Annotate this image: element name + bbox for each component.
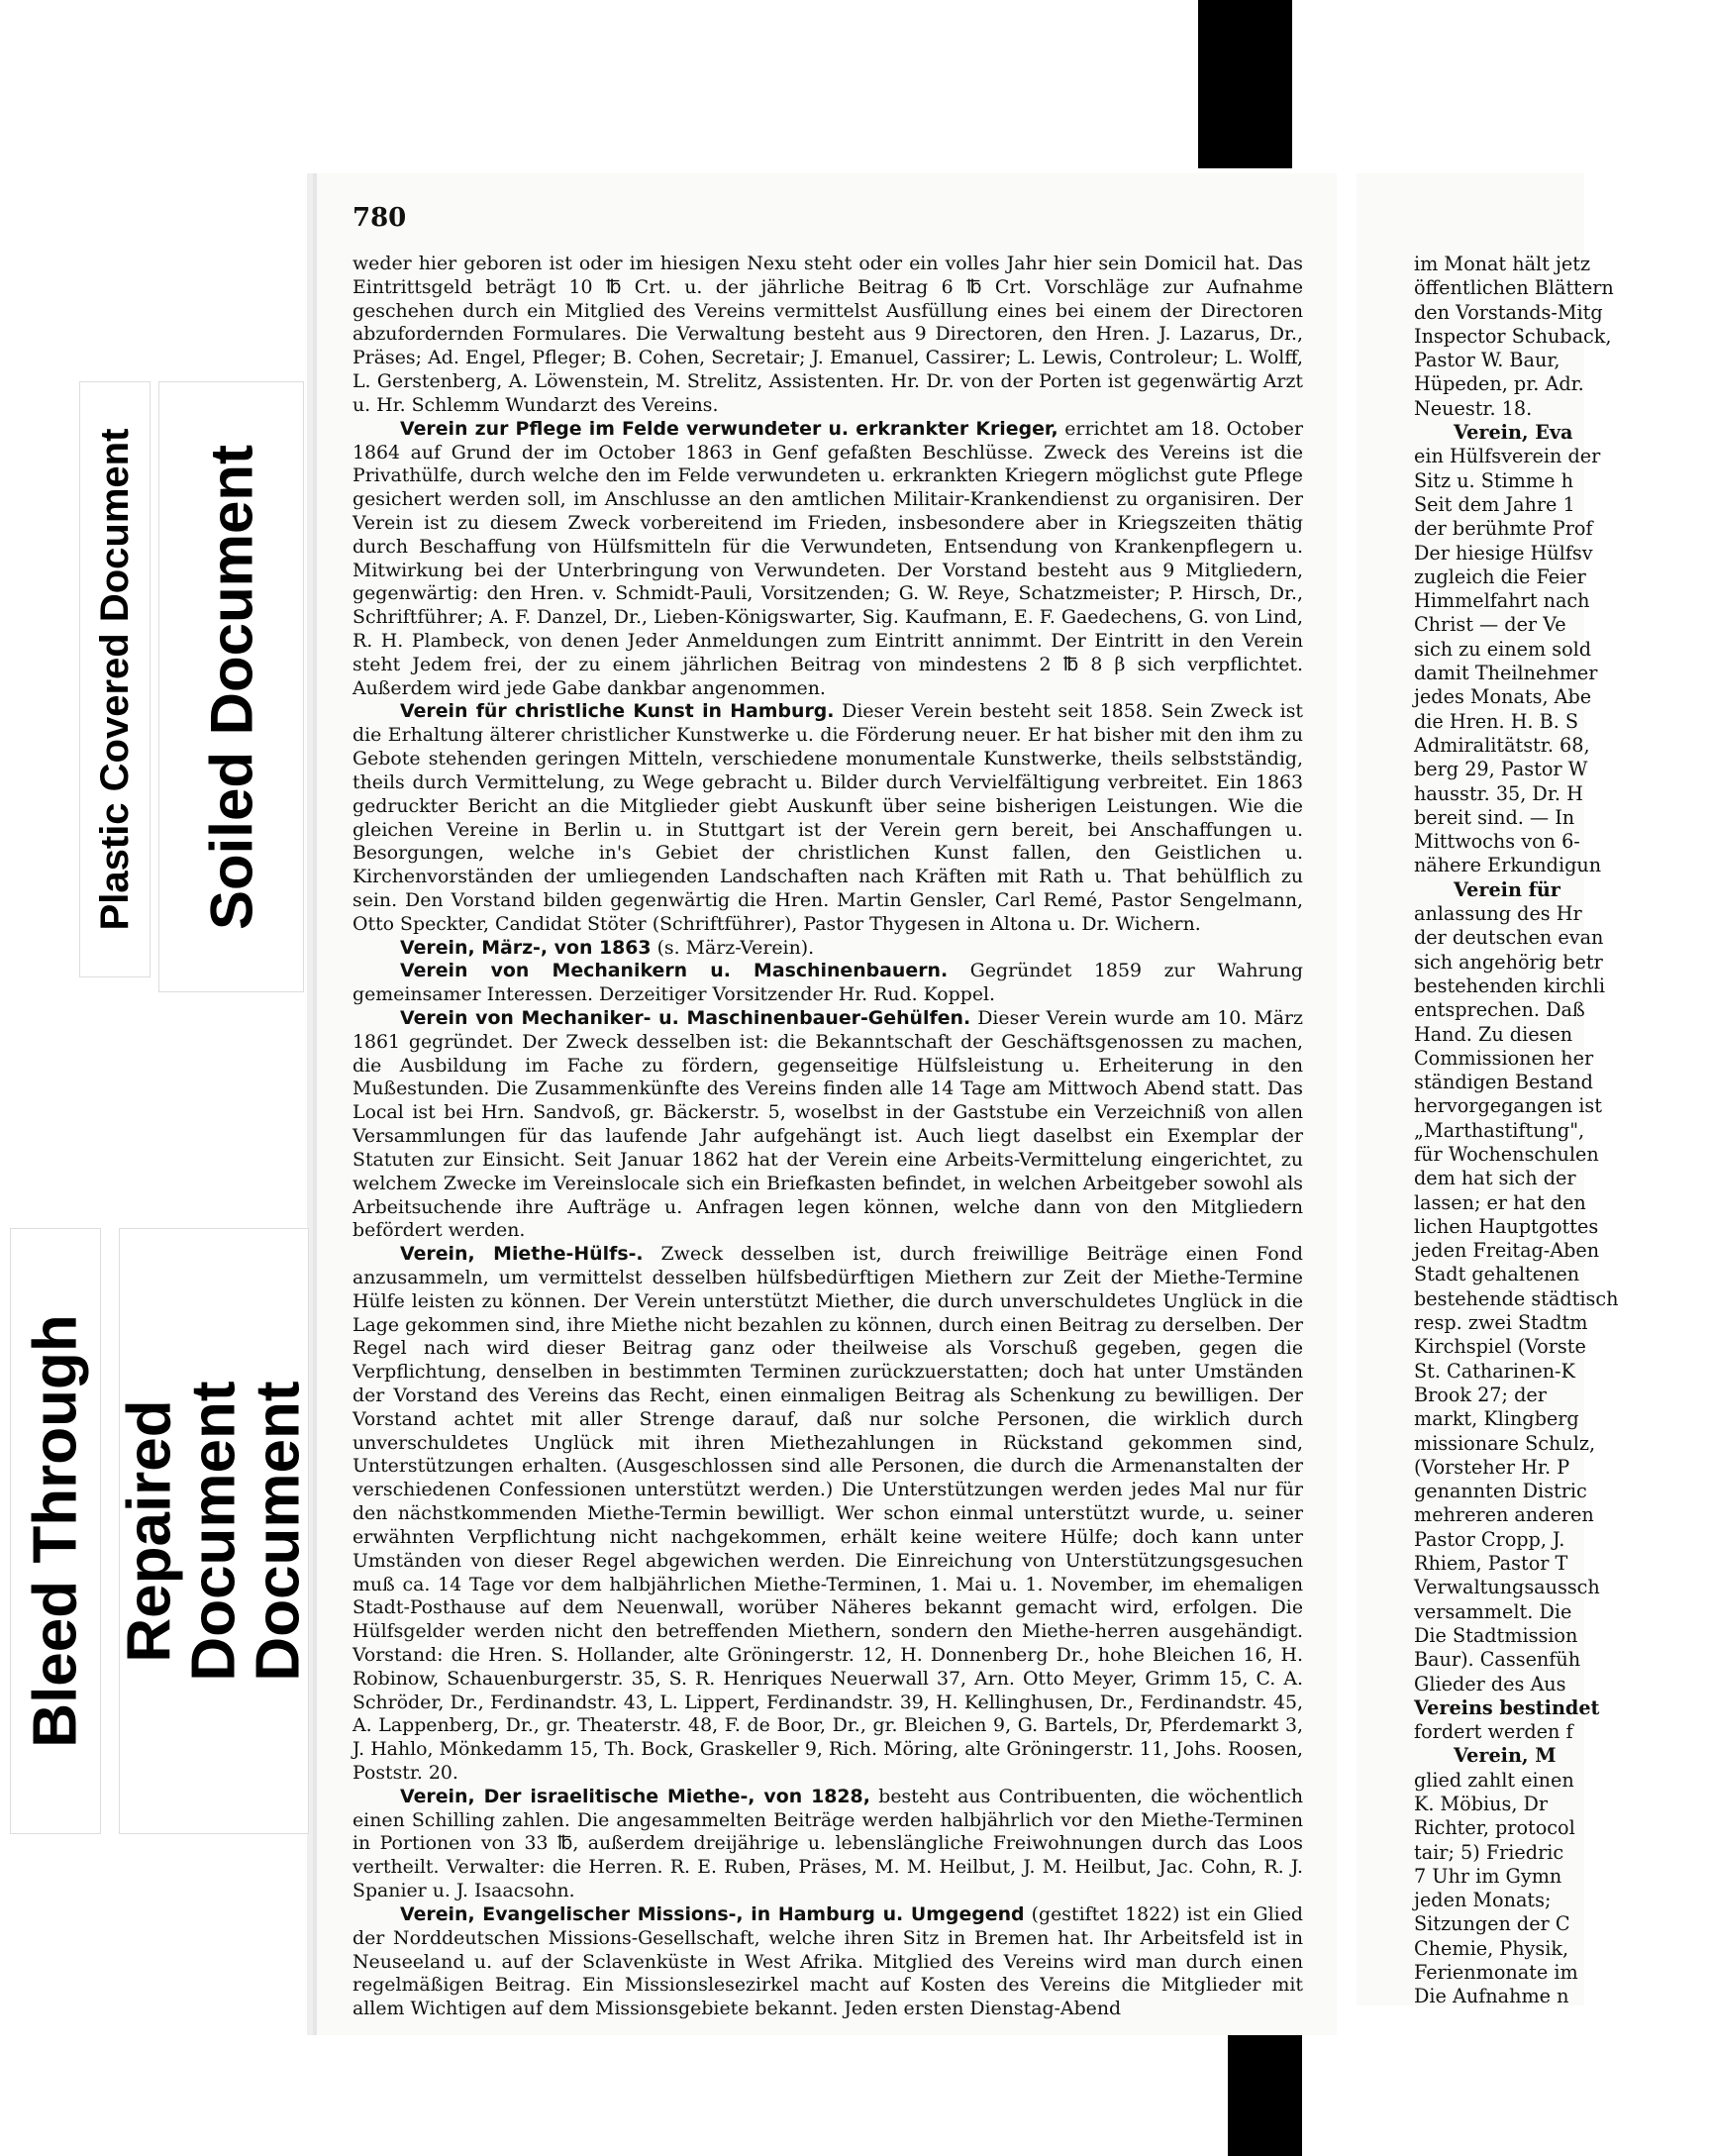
facing-page-line: öffentlichen Blättern	[1414, 276, 1614, 300]
entry-text: Dieser Verein besteht seit 1858. Sein Zweck ist die Erhaltung älterer christlicher Kunstwerke u. die Förderung neuer. Er hat bisher mit den ihm zu Gebote stehenden geringen Mitteln, verschiedene monumentale Kunstwerke, theils selbstständig, theils durch Vermittelung, zu Wege gebracht u. Bilder durch Vervielfältigung verbreitet. Ein 1863 gedruckter Bericht an die Mitglieder giebt Auskunft über seine bisherigen Leistungen. Wie die gleichen Vereine in Berlin u. in Stuttgart ist der Verein gern bereit, bei Anschaffungen u. Besorgungen, welche in's Gebiet der christlichen Kunst fallen, den Geistlichen u. Kirchenvorständen der umliegenden Landschaften nach Kräften mit Rath u. That behülflich zu sein. Den Vorstand bilden gegenwärtig die Hren. Martin Gensler, Carl Remé, Pastor Sengelmann, Otto Speckter, Candidat Stöter (Schriftführer), Pastor Thygesen in Altona u. Dr. Wichern.	[352, 700, 1303, 935]
plastic-covered-label	[79, 381, 151, 977]
facing-page-line: für Wochenschulen	[1414, 1142, 1599, 1166]
entry-text: besteht aus Contribuenten, die wöchentlich einen Schilling zahlen. Die angesammelten Beiträge werden halbjährlich vor den Miethe-Terminen in Portionen von 33 ℔, außerdem dreijährige u. lebenslängliche Freiwohnungen durch das Loos vertheilt. Verwalter: die Herren. R. E. Ruben, Präses, M. M. Heilbut, J. M. Heilbut, Jac. Cohn, R. J. Spanier u. J. Isaacsohn.	[352, 1785, 1303, 1902]
facing-page-line: hervorgegangen ist	[1414, 1094, 1602, 1118]
facing-page-line: ständigen Bestand	[1414, 1071, 1593, 1094]
paragraph	[352, 253, 1303, 418]
facing-page-line: damit Theilnehmer	[1414, 662, 1598, 685]
facing-page-line: lassen; er hat den	[1414, 1190, 1586, 1214]
facing-page-line: Verein, Eva	[1454, 421, 1573, 445]
entry-text: Zweck desselben ist, durch freiwillige Beiträge einen Fond anzusammeln, um vermittelst desselben hülfsbedürftigen Miethern zur Zeit der Miethe-Termine Hülfe leisten zu können. Der Verein unterstützt Miether, die durch unverschuldetes Unglück in die Lage gekommen sind, ihre Miethe nicht bezahlen zu können, durch einen Beitrag zu derselben. Der Regel nach wird dieser Beitrag ganz oder theilweise als Vorschuß gegeben, gegen die Verpflichtung, denselben in bestimmten Terminen zurückzuerstatten; doch hat unter Umständen der Vorstand des Vereins das Recht, einen einmaligen Beitrag als Schenkung zu bewilligen. Der Vorstand achtet mit aller Strenge darauf, daß nur solche Personen, die wirklich durch unverschuldetes Unglück mit ihren Miethezahlungen in Rückstand gekommen sind, Unterstützungen erhalten. (Ausgeschlossen sind alle Personen, die durch die Armenanstalten der verschiedenen Confessionen unterstützt werden.) Die Unterstützungen werden jedes Mal nur für den nächstkommenden Miethe-Termin bewilligt. Wer schon einmal unterstützt wurde, u. seiner erwähnten Verpflichtung nicht nachgekommen, erhält keine weitere Hülfe; doch kann unter Umständen von dieser Regel abgewichen werden. Die Einreichung von Unterstützungsgesuchen muß ca. 14 Tage vor dem halbjährlichen Miethe-Terminen, 1. Mai u. 1. November, im ehemaligen Stadt-Posthause auf dem Neuenwall, worüber Näheres bekannt gemacht wird, erfolgen. Die Hülfsgelder werden nicht den betreffenden Miethern, sondern den Miethe-herren ausgehändigt. Vorstand: die Hren. S. Hollander, alte Gröningerstr. 12, H. Donnenberg Dr., hohe Bleichen 16, H. Robinow, Schauenburgerstr. 35, S. R. Henriques Neuerwall 37, Arn. Otto Meyer, Grimm 15, C. A. Schröder, Dr., Ferdinandstr. 43, L. Lippert, Ferdinandstr. 39, H. Kellinghusen, Dr., Ferdinandstr. 45, A. Lappenberg, Dr., gr. Theaterstr. 48, F. de Boor, Dr., gr. Bleichen 9, G. Bartels, Dr, Pferdemarkt 3, J. Hahlo, Mönkedamm 15, Th. Bock, Graskeller 9, Rich. Möring, alte Gröningerstr. 11, Johs. Roosen, Poststr. 20.	[352, 1243, 1303, 1784]
paragraph	[352, 418, 1303, 701]
facing-page-line: bereit sind. — In	[1414, 805, 1575, 829]
paragraph	[352, 1007, 1303, 1243]
facing-page-line: Inspector Schuback,	[1414, 324, 1612, 348]
facing-page-line: Neuestr. 18.	[1414, 396, 1533, 420]
page-number: 780	[352, 203, 407, 233]
facing-page-line: anlassung des Hr	[1414, 902, 1582, 926]
facing-page-line: Der hiesige Hülfsv	[1414, 541, 1593, 565]
facing-page-line: Himmelfahrt nach	[1414, 589, 1590, 613]
repaired-text	[115, 1381, 313, 1682]
entry-heading: Verein von Mechanikern u. Maschinenbauern.	[400, 960, 949, 982]
entry-text: errichtet am 18. October 1864 auf Grund der im October 1863 in Genf gefaßten Beschlüsse. Zweck des Vereins ist die Privathülfe, durch welche den im Felde verwundeten u. erkrankten Kriegern möglichst gute Pflege gesichert werden soll, im Anschlusse an den amtlichen Militair-Krankendienst zu organisiren. Der Verein ist zu diesem Zweck vorbereitend im Frieden, insbesondere aber in Kriegszeiten thätig durch Beschaffung von Hülfsmitteln für die Verwundeten, Entsendung von Krankenpflegern u. Mitwirkung bei der Unterbringung von Verwundeten. Der Vorstand besteht aus 9 Mitgliedern, gegenwärtig: den Hren. v. Schmidt-Pauli, Vorsitzenden; G. W. Reye, Schatzmeister; P. Hirsch, Dr., Schriftführer; A. F. Danzel, Dr., Lieben-Königswarter, Sig. Kaufmann, E. F. Gaedechens, G. von Lind, R. H. Plambeck, von denen Jeder Anmeldungen zum Eintritt annimmt. Der Eintritt in den Verein steht Jedem frei, der zu einem jährlichen Beitrag von mindestens 2 ℔ 8 β sich verpflichtet. Außerdem wird jede Gabe dankbar angenommen.	[352, 417, 1303, 699]
repaired-line-2: Document	[179, 1381, 249, 1682]
entry-text: weder hier geboren ist oder im hiesigen Nexu steht oder ein volles Jahr hier sein Domicil hat. Das Eintrittsgeld beträgt 10 ℔ Crt. u. der jährliche Beitrag 6 ℔ Crt. Vorschläge zur Aufnahme geschehen durch ein Mitglied des Vereins vermittelst Ausfüllung eines bei einem der Directoren abzufordernden Formulares. Die Verwaltung besteht aus 9 Directoren, den Hren. J. Lazarus, Dr., Präses; Ad. Engel, Pfleger; B. Cohen, Secretair; J. Emanuel, Cassirer; L. Lewis, Controleur; L. Wolff, L. Gerstenberg, A. Löwenstein, M. Strelitz, Assistenten. Hr. Dr. von der Porten ist gegenwärtig Arzt u. Hr. Schlemm Wundarzt des Vereins.	[352, 253, 1303, 416]
facing-page-line: Pastor Cropp, J.	[1414, 1527, 1565, 1551]
facing-page-line: markt, Klingberg	[1414, 1407, 1579, 1431]
paragraph	[352, 700, 1303, 936]
repaired-label	[115, 1228, 313, 1834]
facing-page-line: Verein, M	[1454, 1744, 1557, 1768]
repaired-line-3: Document	[244, 1381, 313, 1682]
facing-page-line: nähere Erkundigun	[1414, 854, 1602, 877]
entry-heading: Verein, Evangelischer Missions-, in Hamburg u. Umgegend	[400, 1902, 1025, 1925]
facing-page-line: fordert werden f	[1414, 1720, 1573, 1744]
facing-page-line: mehreren anderen	[1414, 1503, 1594, 1527]
facing-page	[1357, 173, 1619, 2008]
facing-page-line: der berühmte Prof	[1414, 517, 1593, 541]
paragraph	[352, 960, 1303, 1007]
facing-page-line: (Vorsteher Hr. P	[1414, 1455, 1570, 1479]
facing-page-line: „Marthastiftung",	[1414, 1118, 1585, 1142]
facing-page-line: jeden Freitag-Aben	[1414, 1239, 1600, 1263]
facing-page-line: Verwaltungsaussch	[1414, 1576, 1600, 1599]
entry-heading: Verein von Mechaniker- u. Maschinenbauer-Gehülfen.	[400, 1007, 971, 1029]
bleed-through-text: Bleed Through	[21, 1314, 90, 1748]
soiled-label	[158, 381, 304, 992]
facing-page-line: Richter, protocol	[1414, 1816, 1575, 1840]
facing-page-line: Kirchspiel (Vorste	[1414, 1335, 1586, 1359]
facing-page-line: Seit dem Jahre 1	[1414, 492, 1575, 516]
entry-heading: Verein für christliche Kunst in Hamburg.	[400, 700, 835, 723]
facing-page-line: Hand. Zu diesen	[1414, 1022, 1573, 1046]
facing-page-line: St. Catharinen-K	[1414, 1359, 1575, 1383]
paragraph	[352, 1786, 1303, 1903]
entry-text: Gegründet 1859 zur Wahrung gemeinsamer Interessen. Derzeitiger Vorsitzender Hr. Rud. Koppel.	[352, 960, 1303, 1006]
facing-page-line: den Vorstands-Mitg	[1414, 300, 1603, 324]
entry-text: (s. März-Verein).	[651, 936, 815, 959]
facing-page-line: Glieder des Aus	[1414, 1672, 1566, 1695]
black-strip-top	[1198, 0, 1292, 168]
book-page	[317, 173, 1337, 2035]
facing-page-line: sich angehörig betr	[1414, 950, 1603, 974]
entry-text: (gestiftet 1822) ist ein Glied der Norddeutschen Missions-Gesellschaft, welche ihren Sitz in Bremen hat. Ihr Arbeitsfeld ist in Neuseeland u. auf der Sclavenküste in West Afrika. Mitglied des Vereins wird man durch einen regelmäßigen Beitrag. Ein Missionslesezirkel macht auf Kosten des Vereins die Mitglieder mit allem Wichtigen auf dem Missionsgebiete bekannt. Jeden ersten Dienstag-Abend	[352, 1902, 1303, 2020]
facing-page-line: Brook 27; der	[1414, 1383, 1547, 1406]
facing-page-line: der deutschen evan	[1414, 926, 1604, 950]
facing-page-line: Pastor W. Baur,	[1414, 349, 1560, 372]
entry-heading: Verein, Miethe-Hülfs-.	[400, 1243, 644, 1266]
facing-page-line: Baur). Cassenfüh	[1414, 1648, 1581, 1672]
entry-heading: Verein, Der israelitische Miethe-, von 1828,	[400, 1785, 870, 1807]
facing-page-line: tair; 5) Friedric	[1414, 1840, 1564, 1864]
entry-heading: Verein zur Pflege im Felde verwundeter u. erkrankter Krieger,	[400, 417, 1058, 440]
repaired-line-1: Repaired	[115, 1399, 184, 1663]
facing-page-line: berg 29, Pastor W	[1414, 758, 1588, 781]
facing-page-line: versammelt. Die	[1414, 1599, 1572, 1623]
facing-page-line: Die Aufnahme n	[1414, 1985, 1569, 2008]
soiled-text: Soiled Document	[198, 444, 264, 930]
facing-page-line: genannten Distric	[1414, 1480, 1587, 1503]
facing-page-text	[1414, 253, 1711, 2009]
facing-page-line: Mittwochs von 6-	[1414, 830, 1580, 854]
facing-page-line: glied zahlt einen	[1414, 1768, 1574, 1792]
paragraph	[352, 1903, 1303, 2021]
facing-page-line: die Hren. H. B. S	[1414, 709, 1579, 733]
paragraph	[352, 1243, 1303, 1786]
text-column	[352, 253, 1303, 2021]
facing-page-line: Hüpeden, pr. Adr.	[1414, 372, 1584, 396]
paragraph	[352, 937, 1303, 961]
facing-page-line: Chemie, Physik,	[1414, 1936, 1569, 1960]
facing-page-line: Ferienmonate im	[1414, 1961, 1578, 1985]
facing-page-line: dem hat sich der	[1414, 1167, 1576, 1190]
facing-page-line: lichen Hauptgottes	[1414, 1214, 1599, 1238]
facing-page-line: im Monat hält jetz	[1414, 253, 1591, 275]
facing-page-line: Commissionen her	[1414, 1046, 1594, 1070]
facing-page-line: jeden Monats;	[1414, 1889, 1552, 1912]
facing-page-line: hausstr. 35, Dr. H	[1414, 781, 1583, 805]
facing-page-line: 7 Uhr im Gymn	[1414, 1864, 1562, 1888]
facing-page-line: Vereins bestindet	[1414, 1695, 1600, 1719]
facing-page-line: jedes Monats, Abe	[1414, 685, 1592, 709]
plastic-covered-text: Plastic Covered Document	[93, 428, 137, 931]
facing-page-line: Die Stadtmission	[1414, 1623, 1578, 1647]
facing-page-line: Stadt gehaltenen	[1414, 1263, 1580, 1286]
entry-text: Dieser Verein wurde am 10. März 1861 gegründet. Der Zweck desselben ist: die Bekanntschaft der Geschäftsgenossen zu machen, die Ausbildung im Fache zu fördern, gegenseitige Hülfsleistung u. Erheiterung in den Mußestunden. Die Zusammenkünfte des Vereins finden alle 14 Tage am Mittwoch Abend statt. Das Local ist bei Hrn. Sandvoß, gr. Bäckerstr. 5, woselbst in der Gaststube ein Verzeichniß von allen Versammlungen für das laufende Jahr aufgehängt ist. Auch liegt daselbst ein Exemplar der Statuten zur Einsicht. Seit Januar 1862 hat der Verein eine Arbeits-Vermittelung eingerichtet, zu welchem Zwecke im Vereinslocale sich ein Briefkasten befindet, in welchen Arbeitgeber sowohl als Arbeitsuchende ihre Aufträge u. Anfragen legen können, welche dann von den Mitgliedern befördert werden.	[352, 1007, 1303, 1242]
bleed-through-label	[10, 1228, 101, 1834]
facing-page-line: bestehende städtisch	[1414, 1286, 1619, 1310]
facing-page-line: Verein für	[1454, 877, 1560, 901]
facing-page-line: Sitzungen der C	[1414, 1912, 1570, 1936]
facing-page-line: sich zu einem sold	[1414, 637, 1592, 661]
facing-page-line: bestehenden kirchli	[1414, 974, 1606, 997]
facing-page-line: missionare Schulz,	[1414, 1431, 1596, 1455]
facing-page-line: K. Möbius, Dr	[1414, 1793, 1549, 1815]
facing-page-line: Rhiem, Pastor T	[1414, 1552, 1568, 1576]
facing-page-line: Admiralitätstr. 68,	[1414, 733, 1590, 757]
entry-heading: Verein, März-, von 1863	[400, 936, 652, 959]
facing-page-line: Sitz u. Stimme h	[1414, 468, 1573, 492]
facing-page-line: entsprechen. Daß	[1414, 998, 1585, 1022]
facing-page-line: resp. zwei Stadtm	[1414, 1311, 1588, 1335]
facing-page-line: zugleich die Feier	[1414, 565, 1586, 588]
facing-page-line: Christ — der Ve	[1414, 613, 1566, 637]
facing-page-line: ein Hülfsverein der	[1414, 445, 1601, 468]
